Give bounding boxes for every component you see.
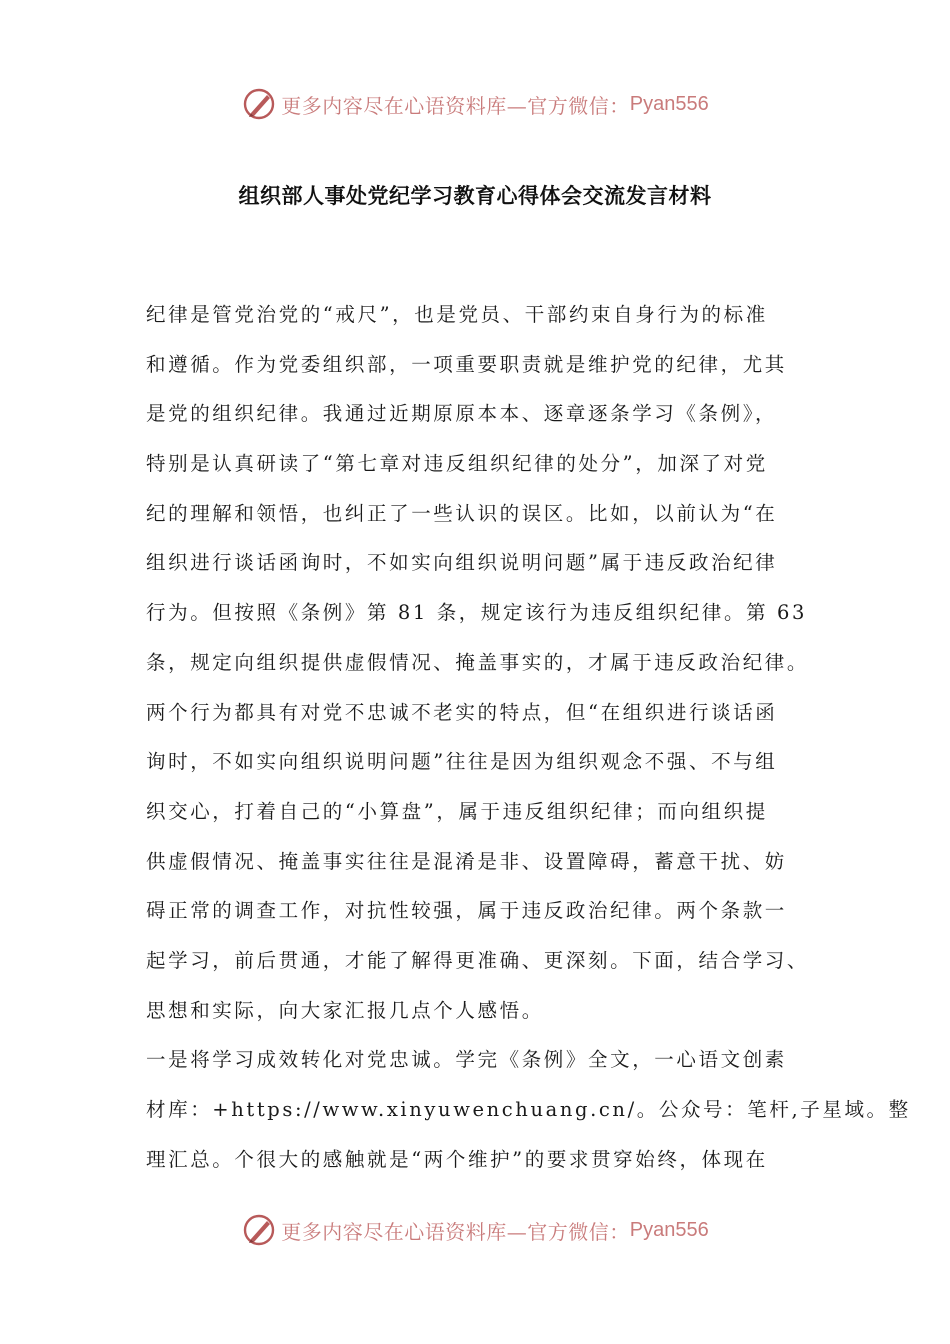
- body-line: 织交心，打着自己的“小算盘”，属于违反组织纪律；而向组织提: [146, 799, 768, 823]
- body-line: 行为。但按照《条例》第 81 条，规定该行为违反组织纪律。第 63: [146, 601, 808, 625]
- pen-logo-icon: [241, 86, 277, 122]
- body-line: 和遵循。作为党委组织部，一项重要职责就是维护党的纪律，尤其: [146, 352, 787, 376]
- body-line: 材库：+https://www.xinyuwenchuang.cn/。公众号：笔杆,子星域。整: [146, 1098, 911, 1121]
- document-title: 组织部人事处党纪学习教育心得体会交流发言材料: [238, 184, 712, 208]
- pen-logo-icon: [241, 1212, 277, 1248]
- body-line: 起学习，前后贯通，才能了解得更准确、更深刻。下面，结合学习、: [146, 948, 810, 972]
- header-watermark: [0, 84, 950, 124]
- body-line: 两个行为都具有对党不忠诚不老实的特点，但“在组织进行谈话函: [146, 700, 778, 724]
- body-line: 条，规定向组织提供虚假情况、掩盖事实的，才属于违反政治纪律。: [146, 650, 810, 674]
- body-line: 碍正常的调查工作，对抗性较强，属于违反政治纪律。两个条款一: [146, 899, 787, 923]
- body-line: 供虚假情况、掩盖事实往往是混淆是非、设置障碍，蓄意干扰、妨: [146, 849, 787, 873]
- body-line: 组织进行谈话函询时，不如实向组织说明问题”属于违反政治纪律: [146, 551, 778, 575]
- body-line: 一是将学习成效转化对党忠诚。学完《条例》全文，一心语文创素: [146, 1048, 787, 1072]
- body-line: 是党的组织纪律。我通过近期原原本本、逐章逐条学习《条例》，: [146, 402, 778, 426]
- watermark-text: 更多内容尽在心语资料库—官方微信：: [281, 93, 630, 118]
- watermark-wechat-id: Pyan556: [629, 1218, 709, 1241]
- body-line: 特别是认真研读了“第七章对违反组织纪律的处分”，加深了对党: [146, 452, 768, 476]
- watermark-wechat-id: Pyan556: [629, 92, 709, 115]
- body-line: 纪的理解和领悟，也纠正了一些认识的误区。比如，以前认为“在: [146, 501, 778, 525]
- document-body: [146, 290, 911, 1184]
- body-line: 理汇总。个很大的感触就是“两个维护”的要求贯穿始终，体现在: [146, 1147, 768, 1171]
- body-line: 询时，不如实向组织说明问题”往往是因为组织观念不强、不与组: [146, 750, 778, 774]
- footer-watermark: [0, 1210, 950, 1250]
- body-line: 纪律是管党治党的“戒尺”，也是党员、干部约束自身行为的标准: [146, 303, 768, 326]
- watermark-text: 更多内容尽在心语资料库—官方微信：: [281, 1219, 630, 1244]
- body-line: 思想和实际，向大家汇报几点个人感悟。: [146, 998, 544, 1022]
